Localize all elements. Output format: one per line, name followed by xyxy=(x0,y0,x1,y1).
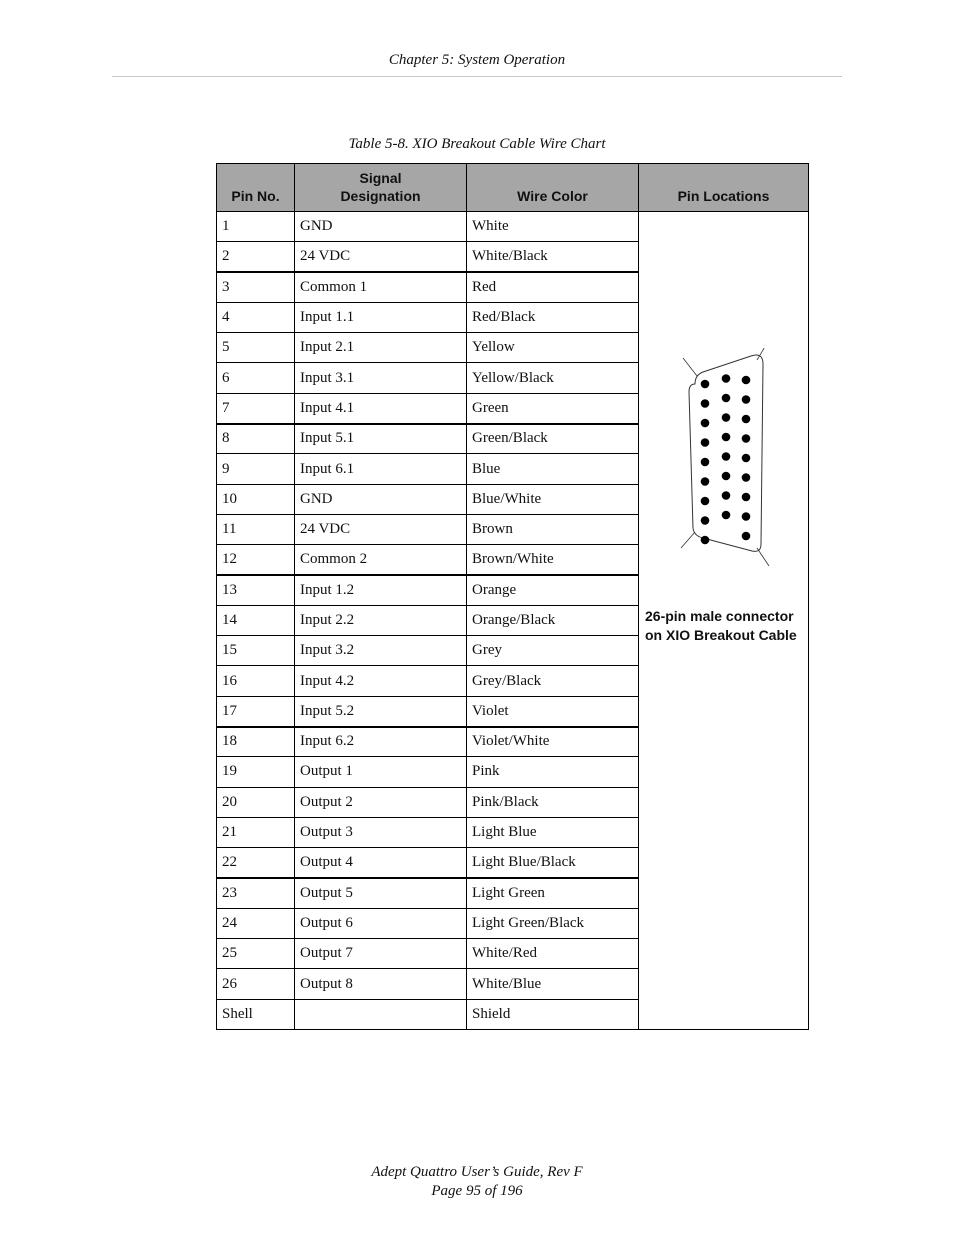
cell-pin-number: 21 xyxy=(217,817,295,847)
cell-wire-color: Light Green xyxy=(467,878,639,908)
connector-pin xyxy=(722,491,731,500)
connector-pin xyxy=(701,438,710,447)
cell-signal-designation: Output 6 xyxy=(295,908,467,938)
cell-signal-designation: Input 6.1 xyxy=(295,454,467,484)
cell-signal-designation: Output 3 xyxy=(295,817,467,847)
connector-pin xyxy=(722,394,731,403)
connector-pin xyxy=(742,376,751,385)
running-header: Chapter 5: System Operation xyxy=(388,52,566,68)
table-row xyxy=(217,212,809,242)
cell-wire-color: Yellow xyxy=(467,333,639,363)
cell-wire-color: White xyxy=(467,212,639,242)
running-footer xyxy=(0,1163,954,1201)
cell-wire-color: Grey xyxy=(467,636,639,666)
cell-signal-designation: Input 4.2 xyxy=(295,666,467,696)
col-header-pin-no: Pin No. xyxy=(217,164,295,212)
cell-wire-color: White/Red xyxy=(467,939,639,969)
header-rule xyxy=(112,76,842,77)
connector-corner-line xyxy=(683,358,697,376)
cell-pin-number: 4 xyxy=(217,302,295,332)
cell-signal-designation: Input 6.2 xyxy=(295,727,467,757)
connector-pin xyxy=(701,516,710,525)
cell-pin-number: 19 xyxy=(217,757,295,787)
connector-pin xyxy=(701,477,710,486)
cell-signal-designation: Output 7 xyxy=(295,939,467,969)
cell-signal-designation: Input 2.2 xyxy=(295,605,467,635)
cell-signal-designation: Output 2 xyxy=(295,787,467,817)
cell-pin-number: 18 xyxy=(217,727,295,757)
cell-pin-number: 25 xyxy=(217,939,295,969)
cell-signal-designation: Input 2.1 xyxy=(295,333,467,363)
cell-pin-number: 22 xyxy=(217,848,295,878)
pin-locations-cell xyxy=(639,212,809,1030)
cell-signal-designation: Output 5 xyxy=(295,878,467,908)
cell-pin-number: 1 xyxy=(217,212,295,242)
connector-diagram xyxy=(679,348,779,580)
connector-pin xyxy=(701,458,710,467)
connector-pin xyxy=(701,536,710,545)
cell-pin-number: 6 xyxy=(217,363,295,393)
connector-caption: 26-pin male connector on XIO Breakout Cable xyxy=(645,608,797,643)
connector-pin xyxy=(701,497,710,506)
cell-signal-designation: Input 5.1 xyxy=(295,424,467,454)
cell-pin-number: 7 xyxy=(217,393,295,423)
cell-wire-color: Blue/White xyxy=(467,484,639,514)
connector-pin xyxy=(742,512,751,521)
cell-wire-color: Blue xyxy=(467,454,639,484)
connector-corner-line xyxy=(681,532,695,548)
cell-wire-color: Grey/Black xyxy=(467,666,639,696)
cell-signal-designation: Input 3.2 xyxy=(295,636,467,666)
cell-pin-number: 5 xyxy=(217,333,295,363)
connector-corner-line xyxy=(757,348,769,360)
cell-pin-number: Shell xyxy=(217,999,295,1029)
cell-signal-designation: Input 1.1 xyxy=(295,302,467,332)
connector-pin xyxy=(722,472,731,481)
cell-wire-color: Red/Black xyxy=(467,302,639,332)
col-header-signal-designation-line: Designation xyxy=(340,188,421,204)
cell-pin-number: 10 xyxy=(217,484,295,514)
connector-pin xyxy=(742,532,751,541)
cell-wire-color: Violet/White xyxy=(467,727,639,757)
connector-pin xyxy=(722,433,731,442)
cell-wire-color: Brown/White xyxy=(467,545,639,575)
cell-pin-number: 2 xyxy=(217,242,295,272)
cell-pin-number: 23 xyxy=(217,878,295,908)
cell-signal-designation: 24 VDC xyxy=(295,242,467,272)
footer-page-number: Page 95 of 196 xyxy=(431,1183,523,1199)
cell-signal-designation: GND xyxy=(295,212,467,242)
cell-pin-number: 12 xyxy=(217,545,295,575)
cell-pin-number: 8 xyxy=(217,424,295,454)
connector-pin xyxy=(722,374,731,383)
footer-guide-title: Adept Quattro User’s Guide, Rev F xyxy=(371,1164,583,1180)
cell-pin-number: 16 xyxy=(217,666,295,696)
connector-pin xyxy=(742,454,751,463)
cell-signal-designation: Input 3.1 xyxy=(295,363,467,393)
cell-wire-color: Light Blue xyxy=(467,817,639,847)
cell-pin-number: 9 xyxy=(217,454,295,484)
col-header-signal-designation xyxy=(295,164,467,212)
cell-wire-color: Orange/Black xyxy=(467,605,639,635)
cell-signal-designation: Input 5.2 xyxy=(295,696,467,726)
connector-pin xyxy=(722,413,731,422)
col-header-pin-locations: Pin Locations xyxy=(639,164,809,212)
cell-signal-designation: 24 VDC xyxy=(295,514,467,544)
cell-pin-number: 15 xyxy=(217,636,295,666)
cell-pin-number: 14 xyxy=(217,605,295,635)
connector-pin xyxy=(742,434,751,443)
cell-signal-designation: Output 8 xyxy=(295,969,467,999)
table-header-row xyxy=(217,164,809,212)
cell-pin-number: 11 xyxy=(217,514,295,544)
cell-pin-number: 24 xyxy=(217,908,295,938)
cell-wire-color: Yellow/Black xyxy=(467,363,639,393)
col-header-wire-color: Wire Color xyxy=(467,164,639,212)
connector-pin xyxy=(722,452,731,461)
cell-signal-designation: Input 4.1 xyxy=(295,393,467,423)
cell-signal-designation xyxy=(295,999,467,1029)
cell-wire-color: Brown xyxy=(467,514,639,544)
cell-wire-color: Red xyxy=(467,272,639,302)
cell-wire-color: Shield xyxy=(467,999,639,1029)
cell-signal-designation: Output 4 xyxy=(295,848,467,878)
connector-pin xyxy=(701,380,710,389)
cell-wire-color: Light Blue/Black xyxy=(467,848,639,878)
cell-signal-designation: GND xyxy=(295,484,467,514)
connector-pin xyxy=(742,493,751,502)
cell-wire-color: Light Green/Black xyxy=(467,908,639,938)
cell-pin-number: 17 xyxy=(217,696,295,726)
cell-signal-designation: Output 1 xyxy=(295,757,467,787)
cell-wire-color: White/Black xyxy=(467,242,639,272)
connector-pin xyxy=(742,395,751,404)
cell-wire-color: White/Blue xyxy=(467,969,639,999)
connector-pin xyxy=(701,419,710,428)
wire-chart-table xyxy=(216,163,809,1030)
cell-pin-number: 20 xyxy=(217,787,295,817)
cell-wire-color: Pink xyxy=(467,757,639,787)
connector-pin xyxy=(742,473,751,482)
col-header-signal-designation-line: Signal xyxy=(359,170,402,186)
connector-corner-line xyxy=(757,548,769,566)
cell-wire-color: Orange xyxy=(467,575,639,605)
cell-signal-designation: Common 2 xyxy=(295,545,467,575)
cell-wire-color: Green xyxy=(467,393,639,423)
connector-pin xyxy=(701,399,710,408)
cell-pin-number: 3 xyxy=(217,272,295,302)
table-body xyxy=(217,212,809,1030)
connector-pin xyxy=(742,415,751,424)
cell-pin-number: 13 xyxy=(217,575,295,605)
table-caption: Table 5-8. XIO Breakout Cable Wire Chart xyxy=(348,136,606,152)
cell-signal-designation: Input 1.2 xyxy=(295,575,467,605)
cell-pin-number: 26 xyxy=(217,969,295,999)
cell-wire-color: Pink/Black xyxy=(467,787,639,817)
connector-pin xyxy=(722,511,731,520)
cell-signal-designation: Common 1 xyxy=(295,272,467,302)
cell-wire-color: Violet xyxy=(467,696,639,726)
cell-wire-color: Green/Black xyxy=(467,424,639,454)
